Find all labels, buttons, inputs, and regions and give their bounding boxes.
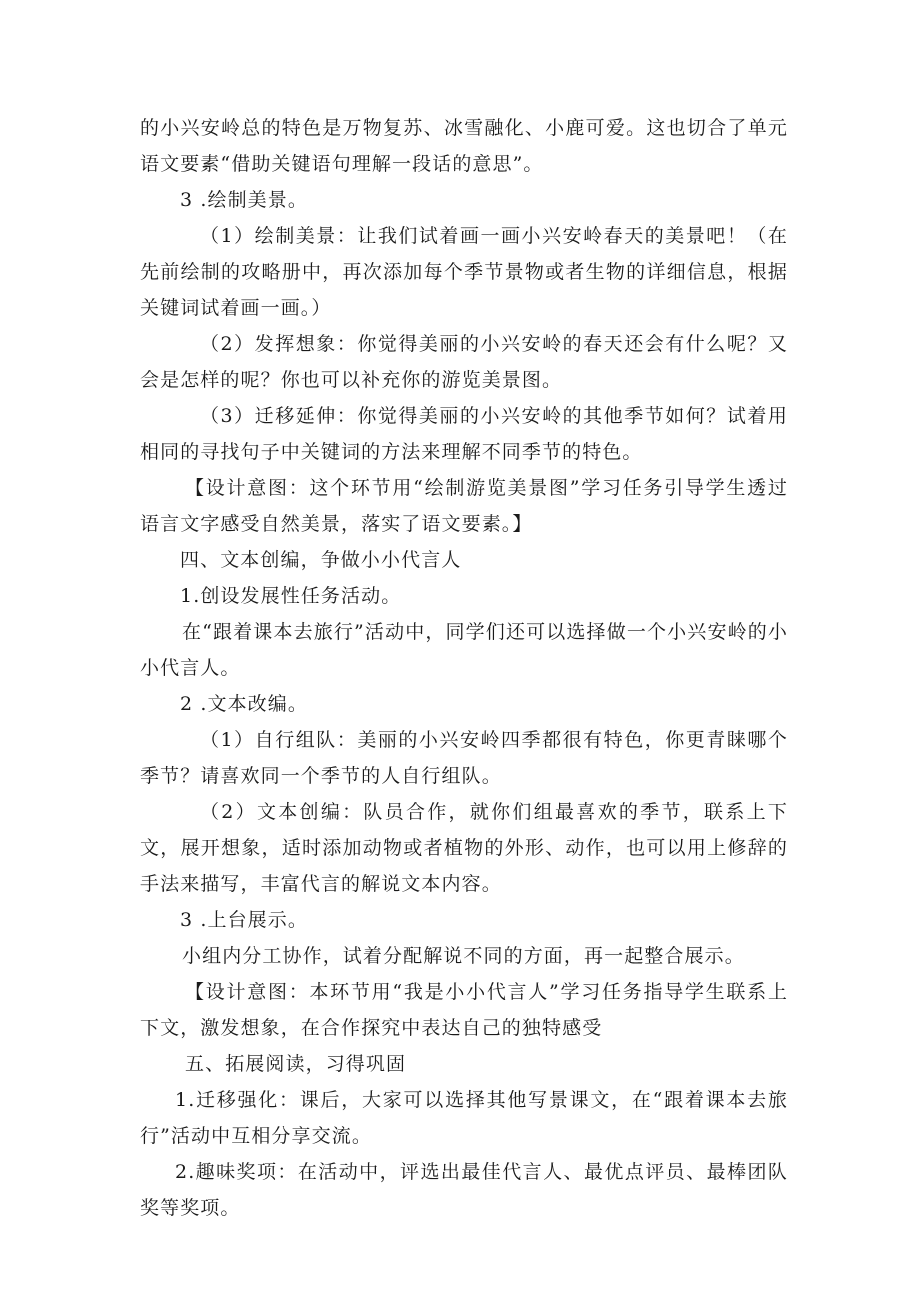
document-body [140, 110, 788, 1226]
section-heading-5: 五、拓展阅读，习得巩固 [185, 1053, 407, 1075]
step-item-create: （2）文本创编：队员合作，就你们组最喜欢的季节，联系上下文，展开想象，适时添加动物或者植物的外形、动作，也可以用上修辞的手法来描写，丰富代言的解说文本内容。 [140, 801, 788, 895]
section-heading-4: 四、文本创编，争做小小代言人 [180, 549, 462, 571]
step-heading-present: 3 .上台展示。 [180, 909, 308, 931]
step-item-transfer: （3）迁移延伸：你觉得美丽的小兴安岭的其他季节如何？试着用相同的寻找句子中关键词的方法来理解不同季节的特色。 [140, 405, 788, 463]
step-heading-adapt: 2 .文本改编。 [180, 693, 308, 715]
step-heading-draw: 3 .绘制美景。 [180, 189, 308, 211]
step-item-awards: 2.趣味奖项：在活动中，评选出最佳代言人、最优点评员、最棒团队奖等奖项。 [140, 1161, 788, 1219]
step-item-reinforce: 1.迁移强化：课后，大家可以选择其他写景课文，在“跟着课本去旅行”活动中互相分享交流。 [140, 1089, 788, 1147]
paragraph-cooperate: 小组内分工协作，试着分配解说不同的方面，再一起整合展示。 [182, 945, 745, 967]
step-heading-task: 1.创设发展性任务活动。 [180, 585, 402, 607]
design-intent-2: 【设计意图：本环节用“我是小小代言人”学习任务指导学生联系上下文，激发想象，在合作探究中表达自己的独特感受 [140, 981, 788, 1039]
step-item-group: （1）自行组队：美丽的小兴安岭四季都很有特色，你更青睐哪个季节？请喜欢同一个季节的人自行组队。 [140, 729, 788, 787]
step-item-imagine: （2）发挥想象：你觉得美丽的小兴安岭的春天还会有什么呢？又会是怎样的呢？你也可以补充你的游览美景图。 [140, 333, 788, 391]
paragraph-continuation: 的小兴安岭总的特色是万物复苏、冰雪融化、小鹿可爱。这也切合了单元语文要素“借助关键语句理解一段话的意思”。 [140, 117, 788, 175]
design-intent-1: 【设计意图：这个环节用“绘制游览美景图”学习任务引导学生透过语言文字感受自然美景，落实了语文要素。】 [140, 477, 788, 535]
step-item-draw-scenery: （1）绘制美景：让我们试着画一画小兴安岭春天的美景吧！（在先前绘制的攻略册中，再次添加每个季节景物或者生物的详细信息，根据关键词试着画一画。） [140, 225, 788, 319]
paragraph-spokesperson: 在“跟着课本去旅行”活动中，同学们还可以选择做一个小兴安岭的小小代言人。 [140, 621, 788, 679]
